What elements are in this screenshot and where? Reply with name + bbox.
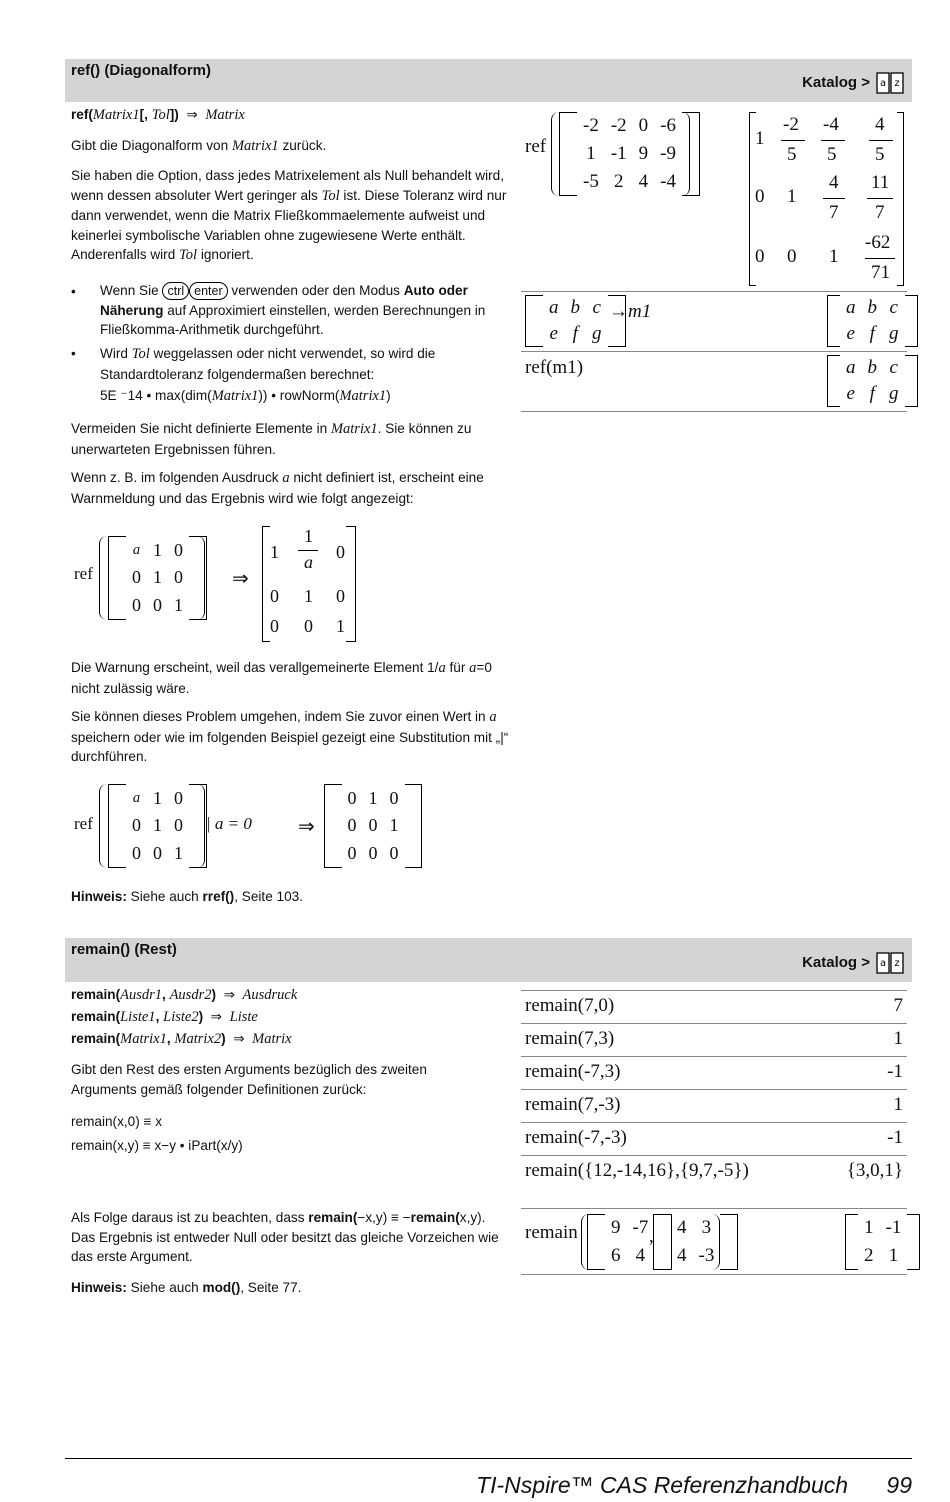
ex1-paren-close [196, 536, 205, 620]
text: 5E [100, 388, 121, 403]
text: Wenn z. B. im folgenden Ausdruck [71, 470, 283, 485]
matrix-cell: 1 [153, 539, 162, 560]
matrix-cell: a [846, 357, 856, 379]
frac-bar [781, 140, 805, 141]
remain-section-title: remain() (Rest) [71, 941, 177, 958]
matrix-cell: 0 [304, 616, 313, 636]
syntax-opt-close: ]) [169, 107, 179, 122]
text: Wenn Sie [100, 283, 163, 298]
matrix-cell: c [889, 357, 898, 379]
calc-input-matrix [559, 112, 700, 196]
syntax-result: Matrix [252, 1031, 292, 1047]
matrix-cell: g [592, 322, 602, 344]
matrix-cell: 0 [174, 567, 183, 588]
ex2-subst: | a = 0 [206, 814, 252, 833]
calc-result: 7 [893, 995, 903, 1016]
ref-formula [100, 386, 506, 407]
matrix-cell: 1 [270, 542, 279, 562]
svg-text:z: z [894, 78, 901, 89]
matrix-cell: b [867, 297, 877, 319]
ex1-fn: ref [74, 564, 93, 583]
text: , Seite 77. [240, 1280, 302, 1295]
matrix-cell: -5 [583, 170, 599, 192]
calc-store: →m1 [609, 301, 652, 322]
matrix-cell: 9 [611, 1217, 621, 1239]
footer-page-number: 99 [886, 1472, 912, 1498]
matrix-cell: 0 [389, 843, 399, 864]
ref-paragraph-4 [71, 468, 511, 508]
matrix-cell: 1 [787, 186, 797, 207]
ex1-paren-open [99, 536, 108, 620]
calc-paren-close [681, 112, 690, 196]
syntax-close: ) [221, 1031, 226, 1046]
frac-bar [823, 198, 845, 199]
matrix-cell: 1 [864, 1217, 874, 1239]
text-var: a [438, 660, 446, 676]
matrix-cell: 1 [174, 843, 183, 864]
matrix-cell: 0 [153, 843, 162, 864]
matrix-cell: -1 [610, 142, 627, 164]
calc-expr: remain(-7,3) [525, 1061, 621, 1082]
calc-row [521, 1089, 907, 1123]
text: Das Ergebnis ist entweder Null oder besitzt das gleiche Vorzeichen wie das erste Argument. [71, 1229, 499, 1264]
frac-num: -2 [783, 114, 799, 135]
matrix-cell: 1 [829, 246, 839, 267]
text-fn: remain( [410, 1210, 460, 1225]
matrix-cell: 0 [270, 586, 279, 606]
calc-result-bracket-right [897, 112, 904, 286]
text: • [271, 388, 277, 403]
matrix-cell: g [889, 322, 899, 344]
text: Wird [100, 346, 132, 361]
calc-expr: remain(7,0) [525, 995, 615, 1016]
ex2-fn: ref [74, 814, 93, 833]
matrix-cell: -1 [885, 1217, 902, 1239]
syntax-arrow: ⇒ [210, 1009, 223, 1024]
calc-row [521, 1122, 907, 1156]
syntax-arg: Ausdr1 [120, 987, 163, 1003]
matrix-cell: a [846, 297, 856, 319]
calc-row [521, 1023, 907, 1057]
matrix-cell: 4 [635, 1244, 646, 1266]
text: x,y). [459, 1210, 486, 1225]
ctrl-key-icon: ctrl [162, 282, 189, 300]
matrix-cell: -6 [660, 115, 676, 137]
matrix-cell: a [132, 541, 141, 558]
matrix-cell: 0 [787, 246, 797, 267]
text: Siehe auch [126, 1280, 203, 1295]
matrix-cell: 6 [611, 1244, 621, 1266]
calc-row [521, 1155, 907, 1189]
matrix-cell: e [549, 322, 558, 344]
syntax-result: Liste [229, 1009, 258, 1025]
matrix-cell: 0 [755, 246, 765, 267]
text: ist. Diese Toleranz wird nur dann verwendet, wenn die Matrix Fließkommaelemente aufweist und keinerlei symbolische Variablen ohne zugewiesene Werte enthält. Anderenfalls wird [71, 187, 507, 262]
frac-den: 71 [871, 262, 890, 283]
matrix-cell: f [869, 382, 875, 404]
text: Gibt die Diagonalform von [71, 138, 232, 153]
calc-result: -1 [887, 1061, 903, 1082]
syntax-arrow: ⇒ [233, 1031, 245, 1046]
footer-book-title: TI-Nspire™ CAS Referenzhandbuch [476, 1472, 849, 1498]
syntax-fn: ref( [71, 107, 93, 122]
frac-num: 11 [871, 172, 890, 193]
text: ignoriert. [197, 247, 254, 262]
text: nicht definiert ist, erscheint eine Warnmeldung und das Ergebnis wird wie folgt angezeigt: [71, 470, 484, 506]
ref-calc-row-1 [521, 108, 907, 292]
matrix-cell: a [549, 297, 559, 319]
ref-syntax [71, 105, 511, 126]
calc-paren-close [711, 1214, 720, 1270]
text: für [445, 660, 470, 675]
text: zurück. [278, 138, 327, 153]
catalog-book-icon [876, 71, 904, 95]
matrix-cell: e [846, 322, 855, 344]
matrix-cell: 0 [389, 787, 399, 808]
calc-result-matrix [827, 295, 918, 347]
matrix-cell: 3 [701, 1217, 712, 1239]
matrix-cell: 0 [132, 815, 141, 836]
matrix-cell: a [132, 789, 141, 806]
text: rowNorm( [276, 388, 340, 403]
syntax-fn: remain( [71, 987, 121, 1002]
syntax-fn: remain( [71, 1009, 121, 1024]
text-tol: Tol [321, 187, 340, 204]
matrix-cell: 4 [677, 1244, 687, 1266]
frac-den: 7 [829, 202, 839, 223]
matrix-cell: 0 [132, 843, 141, 864]
text: Siehe auch [126, 889, 203, 904]
ex2-result [324, 784, 422, 868]
text-var: a [489, 709, 497, 725]
text: verwenden oder den Modus [227, 283, 404, 298]
matrix-cell: b [867, 357, 877, 379]
frac-den: 5 [827, 144, 837, 165]
text-var: a [469, 660, 477, 676]
text: )) [258, 388, 272, 403]
syntax-result: Ausdruck [242, 987, 298, 1003]
ex1-arrow: ⇒ [232, 568, 249, 590]
matrix-cell: f [572, 322, 578, 344]
calc-expr: ref(m1) [525, 357, 584, 378]
calc-fn: ref [525, 136, 547, 157]
remain-matrix-result [845, 1214, 920, 1270]
text: , Seite 103. [234, 889, 303, 904]
text: Sie können dieses Problem umgehen, indem Sie zuvor einen Wert in [71, 709, 490, 724]
calc-expr: remain(-7,-3) [525, 1127, 627, 1148]
calc-row [521, 990, 907, 1024]
calc-result: -1 [887, 1127, 903, 1148]
text: 14 [127, 388, 147, 403]
syntax-sep: , [166, 1031, 175, 1046]
frac-den: 7 [875, 202, 885, 223]
ref-example-1 [72, 522, 372, 646]
ref-paragraph-3 [71, 419, 511, 459]
ref-hinweis [71, 887, 511, 907]
calc-result-matrix [827, 355, 918, 407]
calc-fn: remain [525, 1222, 578, 1243]
ref-bullet-2 [100, 344, 506, 384]
matrix-cell: e [846, 382, 855, 404]
svg-text:z: z [894, 958, 901, 969]
calc-comma: , [649, 1226, 654, 1247]
ref-section-header [65, 59, 912, 102]
matrix-cell: -7 [632, 1217, 649, 1239]
calc-expr: remain({12,-14,16},{9,7,-5}) [525, 1160, 749, 1181]
ex2-arrow: ⇒ [298, 816, 315, 838]
frac-den: a [304, 552, 313, 572]
frac-num: 1 [304, 526, 313, 546]
matrix-cell: 1 [755, 128, 765, 149]
text: auf Approximiert einstellen, werden Berechnungen in Fließkomma-Arithmetik durchgeführt. [100, 302, 486, 337]
remain-matrix-b [653, 1214, 738, 1270]
matrix-cell: 1 [586, 142, 596, 164]
matrix-cell: 1 [389, 815, 399, 836]
ex2-paren-open [99, 784, 108, 868]
ref-calc-row-3 [521, 351, 907, 412]
syntax-fn: remain( [71, 1031, 121, 1046]
text-bold: Auto oder Näherung [100, 283, 468, 318]
calc-expr: remain(7,-3) [525, 1094, 621, 1115]
syntax-arg: Matrix1 [92, 107, 140, 123]
text-arg: Matrix1 [211, 388, 259, 404]
matrix-cell: 1 [174, 595, 183, 616]
calc-result: {3,0,1} [846, 1160, 903, 1181]
text-arg: Matrix1 [339, 388, 387, 404]
text: . Sie können zu unerwarteten Ergebnissen führen. [71, 421, 472, 457]
ref-paragraph-2 [71, 166, 511, 266]
bullet-dot-1: • [71, 284, 76, 299]
frac-bar [867, 198, 893, 199]
matrix-cell: 0 [755, 186, 765, 207]
remain-syntax-3 [71, 1029, 511, 1050]
matrix-cell: 2 [613, 170, 624, 192]
hinweis-label: Hinweis: [71, 1280, 127, 1295]
text-fn: remain( [308, 1210, 358, 1225]
ref-paragraph-6 [71, 707, 511, 767]
remain-katalog-label: Katalog > [802, 954, 870, 971]
text: Sie haben die Option, dass jedes Matrixelement als Null behandelt wird, wenn dessen absoluter Wert geringer als [71, 168, 504, 203]
matrix-cell: 1 [336, 616, 345, 636]
frac-bar [298, 550, 318, 551]
svg-text:a: a [880, 78, 887, 89]
syntax-arg: Liste1 [120, 1009, 156, 1025]
matrix-cell: 0 [270, 616, 279, 636]
syntax-tol: Tol [151, 107, 170, 123]
matrix-cell: 4 [638, 170, 649, 192]
calc-expr: remain(7,3) [525, 1028, 615, 1049]
matrix-cell: 0 [347, 843, 357, 864]
syntax-arg: Matrix1 [120, 1031, 167, 1047]
matrix-cell: c [592, 297, 601, 319]
hinweis-fn: rref() [202, 889, 235, 904]
enter-key-icon: enter [189, 282, 228, 300]
bullet-dot-2: • [71, 346, 76, 361]
text: =0 nicht zulässig wäre. [71, 660, 492, 696]
svg-text:a: a [880, 958, 887, 969]
ex2-paren-close [196, 784, 205, 868]
ref-katalog-label: Katalog > [802, 74, 870, 91]
matrix-cell: 1 [304, 586, 313, 606]
calc-result: 1 [893, 1094, 903, 1115]
frac-num: 4 [875, 114, 885, 135]
calc-result: 1 [893, 1028, 903, 1049]
remain-calc-divider [521, 1208, 907, 1209]
text: speichern oder wie im folgenden Beispiel gezeigt eine Substitution mit „|“ durchführen. [71, 729, 509, 764]
remain-definition-2: remain(x,y) ≡ x−y • iPart(x/y) [71, 1138, 243, 1153]
frac-bar [869, 140, 893, 141]
syntax-result: Matrix [205, 107, 245, 123]
text: −x,y) ≡ − [357, 1210, 411, 1225]
ref-bullet-1 [100, 281, 506, 340]
calc-row [521, 1056, 907, 1090]
matrix-cell: -3 [698, 1244, 715, 1266]
hinweis-label: Hinweis: [71, 889, 127, 904]
text: weggelassen oder nicht verwendet, so wird die Standardtoleranz folgendermaßen berechnet: [100, 346, 436, 382]
syntax-sep: , [155, 1009, 164, 1024]
frac-bar [865, 258, 895, 259]
text: ⁻ [120, 388, 128, 403]
frac-num: 4 [829, 172, 839, 193]
matrix-cell: g [889, 382, 899, 404]
remain-section-header [65, 938, 912, 982]
footer-rule [65, 1458, 912, 1459]
frac-num: -62 [865, 232, 891, 253]
text: • [146, 388, 152, 403]
remain-paragraph-1: Gibt den Rest des ersten Arguments bezüglich des zweiten Arguments gemäß folgender Definitionen zurück: [71, 1062, 427, 1097]
matrix-cell: 0 [174, 787, 183, 808]
syntax-arg: Ausdr2 [169, 987, 212, 1003]
text-tol: Tol [179, 247, 198, 263]
matrix-cell: 0 [638, 115, 649, 137]
catalog-book-icon [876, 951, 904, 975]
ref-example-2 [72, 780, 422, 872]
text-var: a [282, 470, 290, 486]
matrix-cell: 0 [174, 815, 183, 836]
frac-bar [821, 140, 845, 141]
text-arg: Matrix1 [330, 421, 378, 437]
text: Die Warnung erscheint, weil das verallgemeinerte Element 1/ [71, 660, 439, 675]
matrix-cell: 1 [368, 787, 378, 808]
text: max(dim( [151, 388, 212, 403]
syntax-arg: Matrix2 [174, 1031, 222, 1047]
matrix-cell: c [889, 297, 898, 319]
ex2-matrix [108, 784, 207, 868]
remain-definition-1: remain(x,0) ≡ x [71, 1114, 163, 1129]
matrix-cell: f [869, 322, 875, 344]
matrix-cell: 0 [368, 815, 378, 836]
remain-matrix-row [521, 1212, 907, 1275]
matrix-cell: b [570, 297, 580, 319]
text: Vermeiden Sie nicht definierte Elemente in [71, 421, 331, 436]
text: ) [386, 388, 391, 403]
ref-paragraph-1 [71, 136, 511, 157]
matrix-cell: 0 [132, 595, 141, 616]
remain-hinweis [71, 1278, 511, 1298]
matrix-cell: -2 [583, 115, 599, 137]
remain-paragraph-2 [71, 1208, 511, 1267]
remain-syntax-1 [71, 985, 511, 1006]
matrix-cell: 0 [153, 595, 162, 616]
hinweis-fn: mod() [202, 1280, 241, 1295]
matrix-cell: 0 [336, 542, 345, 562]
matrix-cell: 0 [347, 815, 357, 836]
matrix-cell: -9 [660, 142, 676, 164]
syntax-opt: [, [139, 107, 152, 122]
frac-den: 5 [875, 144, 885, 165]
matrix-cell: 0 [174, 539, 183, 560]
remain-syntax-2 [71, 1007, 511, 1028]
ref-calc-row-2 [521, 291, 907, 352]
matrix-cell: 1 [153, 567, 162, 588]
matrix-cell: 0 [368, 843, 378, 864]
syntax-close: ) [198, 1009, 204, 1024]
matrix-cell: 0 [347, 787, 357, 808]
syntax-close: ) [211, 987, 217, 1002]
matrix-cell: 4 [677, 1217, 687, 1239]
matrix-cell: 1 [888, 1244, 899, 1266]
syntax-arrow: ⇒ [186, 107, 198, 122]
matrix-cell: 2 [864, 1244, 874, 1266]
matrix-cell: -2 [610, 115, 627, 137]
frac-den: 5 [787, 144, 797, 165]
text-arg: Matrix1 [231, 138, 279, 154]
matrix-cell: 0 [132, 567, 141, 588]
text: Als Folge daraus ist zu beachten, dass [71, 1210, 309, 1225]
frac-num: -4 [823, 114, 839, 135]
matrix-cell: 1 [153, 815, 162, 836]
ref-section-title: ref() (Diagonalform) [71, 62, 211, 79]
syntax-arrow: ⇒ [223, 987, 235, 1002]
ex1-matrix [108, 536, 207, 620]
syntax-sep: , [162, 987, 170, 1002]
text-tol: Tol [131, 346, 150, 362]
page-footer [476, 1472, 912, 1499]
syntax-arg: Liste2 [163, 1009, 199, 1025]
matrix-cell: 0 [336, 586, 345, 606]
matrix-cell: -4 [660, 170, 676, 192]
ref-paragraph-5 [71, 658, 511, 698]
matrix-cell: 9 [638, 142, 649, 164]
matrix-cell: 1 [153, 787, 162, 808]
